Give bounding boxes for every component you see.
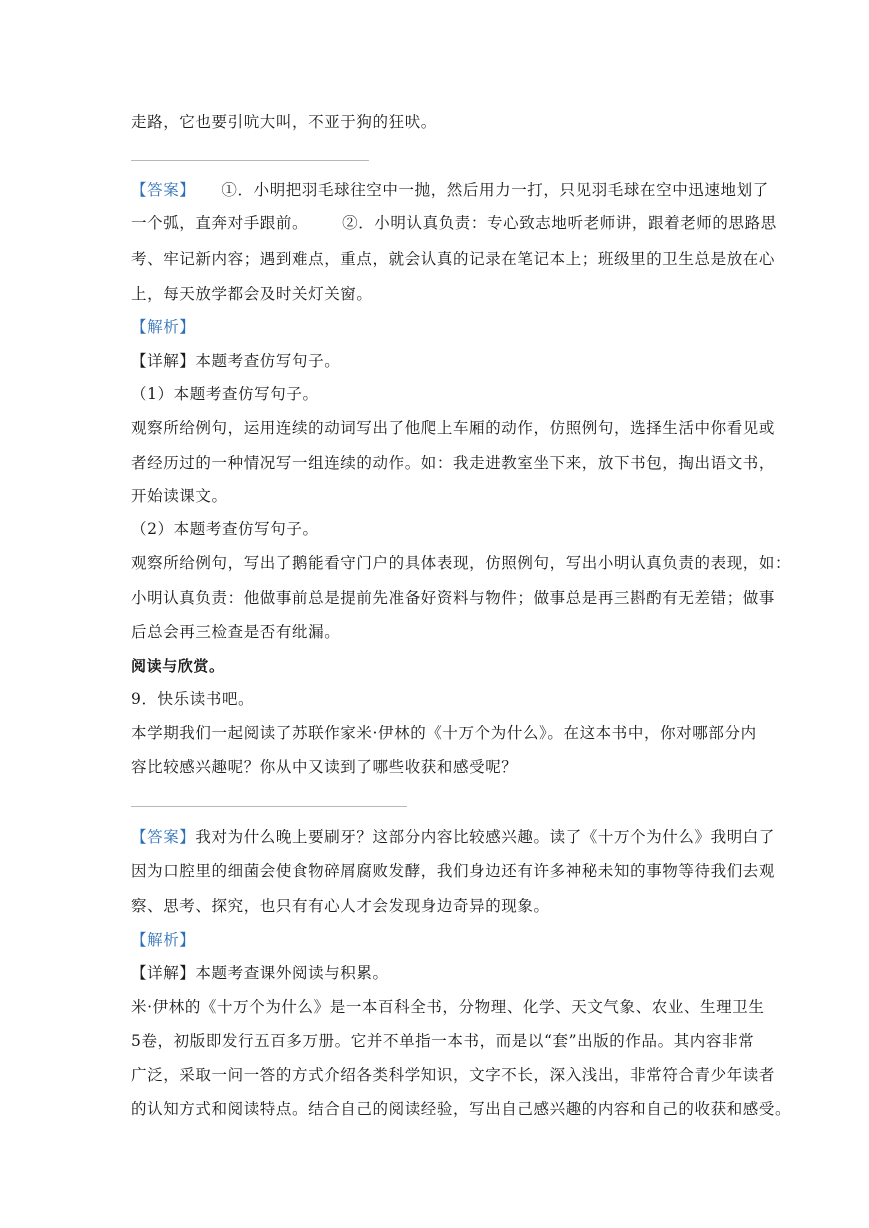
answer-part-1-cont: 一个弧，直奔对手跟前。 xyxy=(131,214,309,232)
answer-text: 我对为什么晚上要刷牙？这部分内容比较感兴趣。读了《十万个为什么》我明白了 xyxy=(195,828,776,846)
q9-stem-line-1: 9．快乐读书吧。 xyxy=(131,690,255,708)
answer-tag: 【答案】 xyxy=(131,181,196,199)
q8-detail-line-7: 观察所给例句，写出了鹅能看守门户的具体表现，仿照例句，写出小明认真负责的表现，如： xyxy=(131,554,792,572)
q8-detail-line-4: 者经历过的一种情况写一组连续的动作。如：我走进教室坐下来，放下书包，掏出语文书， xyxy=(131,454,776,472)
section-title: 阅读与欣赏。 xyxy=(131,657,225,675)
q8-answer-line-3: 考、牢记新内容；遇到难点，重点，就会认真的记录在笔记本上；班级里的卫生总是放在心 xyxy=(131,250,776,268)
q9-detail-line-3: 5卷，初版即发行五百多万册。它并不单指一本书，而是以“套”出版的作品。其内容非常 xyxy=(131,1032,755,1050)
q8-detail-line-3: 观察所给例句，运用连续的动词写出了他爬上车厢的动作，仿照例句，选择生活中你看见或 xyxy=(131,419,776,437)
analysis-tag: 【解析】 xyxy=(131,931,196,949)
analysis-tag: 【解析】 xyxy=(131,318,196,336)
q8-detail-line-9: 后总会再三检查是否有纰漏。 xyxy=(131,623,341,641)
q8-detail-line-2: （1）本题考查仿写句子。 xyxy=(131,385,319,403)
q9-detail-line-4: 广泛，采取一问一答的方式介绍各类科学知识，文字不长，深入浅出，非常符合青少年读者 xyxy=(131,1066,776,1084)
q8-detail-line-8: 小明认真负责：他做事前总是提前先准备好资料与物件；做事总是再三斟酌有无差错；做事 xyxy=(131,589,776,607)
q8-answer-line-1 xyxy=(131,180,769,200)
q9-answer-line-1 xyxy=(131,827,776,847)
q9-detail-line-2: 米·伊林的《十万个为什么》是一本百科全书，分物理、化学、天文气象、农业、生理卫生 xyxy=(131,998,765,1016)
q9-answer-line-3: 察、思考、探究，也只有有心人才会发现身边奇异的现象。 xyxy=(131,897,550,915)
answer-part-2: ②．小明认真负责：专心致志地听老师讲，跟着老师的思路思 xyxy=(342,214,777,232)
answer-part-1: ①．小明把羽毛球往空中一抛，然后用力一打，只见羽毛球在空中迅速地划了 xyxy=(221,181,769,199)
q8-detail-line-6: （2）本题考查仿写句子。 xyxy=(131,520,319,538)
q9-detail-line-5: 的认知方式和阅读特点。结合自己的阅读经验，写出自己感兴趣的内容和自己的收获和感受。 xyxy=(131,1100,792,1118)
q9-detail-line-1: 【详解】本题考查课外阅读与积累。 xyxy=(131,964,389,982)
q9-answer-line-2: 因为口腔里的细菌会使食物碎屑腐败发酵，我们身边还有许多神秘未知的事物等待我们去观 xyxy=(131,862,776,880)
q8-detail-line-1: 【详解】本题考查仿写句子。 xyxy=(131,352,341,370)
answer-separator xyxy=(131,806,407,807)
q9-stem-line-3: 容比较感兴趣呢？你从中又读到了哪些收获和感受呢？ xyxy=(131,758,518,776)
q8-detail-line-5: 开始读课文。 xyxy=(131,487,228,505)
q9-stem-line-2: 本学期我们一起阅读了苏联作家米·伊林的《十万个为什么》。在这本书中，你对哪部分内 xyxy=(131,724,757,742)
prev-answer-tail: 走路，它也要引吭大叫，不亚于狗的狂吠。 xyxy=(131,113,437,131)
answer-separator xyxy=(131,160,369,161)
q8-answer-line-4: 上，每天放学都会及时关灯关窗。 xyxy=(131,285,373,303)
q8-answer-line-2 xyxy=(131,213,777,233)
answer-tag: 【答案】 xyxy=(131,828,196,846)
